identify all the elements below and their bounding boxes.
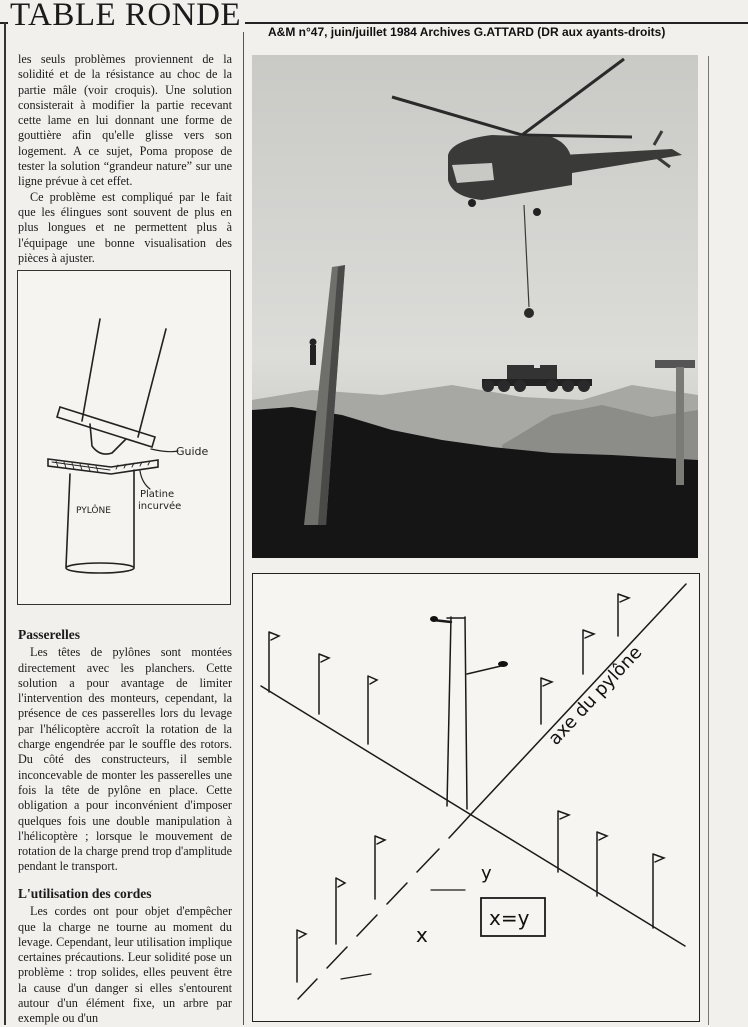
helicopter-lifting-pylon-image	[252, 55, 698, 558]
paragraph-1: les seuls problèmes proviennent de la solidité et de la résistance au choc de la partie mâle (voir croquis). Une solution consisterait à modifier la partie recevant cette lame en lui donnant une forme de gouttière afin qu'elle glisse vers son logement. A ce sujet, Poma propose de tester la solution “grandeur nature” sur une ligne prévue à cet effet.	[18, 52, 232, 189]
equation-x-equals-y: x=y	[489, 906, 530, 930]
right-margin-rule	[708, 56, 709, 1025]
label-guide: Guide	[176, 445, 209, 458]
label-axe-du-pylone: axe du pylône	[544, 642, 647, 750]
left-margin-rule	[4, 22, 6, 1025]
label-y: y	[481, 863, 492, 884]
approach-diagram	[252, 573, 700, 1022]
label-platine: Platine	[140, 489, 175, 500]
page-title: TABLE RONDE	[8, 0, 245, 32]
source-caption: A&M n°47, juin/juillet 1984 Archives G.ATTARD (DR aux ayants-droits)	[268, 25, 666, 39]
text-column-middle	[18, 627, 232, 875]
column-divider	[243, 24, 244, 1025]
paragraph-2: Ce problème est compliqué par le fait que les élingues sont souvent de plus en plus longues et ne permettent plus à l'équipage une bonne visualisation des pièces à ajuster.	[18, 189, 232, 265]
label-incurvee: incurvée	[138, 501, 182, 512]
paragraph-4: Les cordes ont pour objet d'empêcher que la charge ne tourne au moment du levage. Cependant, leur utilisation implique certaines précautions. Leur solidité pose un problème : trop solides, elles peuvent être la cause d'un danger si elles s'entourent autour d'un élément fixe, un arbre par exemple ou d'un	[18, 904, 232, 1026]
sketch-figure	[17, 270, 231, 605]
pylon-guide-sketch	[18, 271, 230, 604]
pylon-axis-diagram	[253, 574, 699, 1021]
helicopter-photo	[252, 55, 698, 558]
paragraph-3: Les têtes de pylônes sont montées directement avec les planchers. Cette solution a pour avantage de limiter l'intervention des monteurs, cependant, la présence de ces passerelles lors du levage par l'hélicoptère accroît la rotation de la charge engendrée par le souffle des rotors. Du côté des constructeurs, il semble inconcevable de monter les passerelles une fois la tête de pylône en place. Cette obligation a pour inconvénient d'imposer quelques fois une double manipulation à l'hélicoptère ; lorsque le mouvement de rotation de la charge prend trop d'amplitude pendant le transport.	[18, 645, 232, 874]
heading-cordes: L'utilisation des cordes	[18, 886, 152, 901]
label-pylone: PYLÔNE	[76, 506, 111, 516]
label-x: x	[416, 923, 428, 947]
heading-passerelles: Passerelles	[18, 627, 80, 642]
text-column-bottom	[18, 886, 232, 1027]
text-column-top	[18, 52, 232, 266]
